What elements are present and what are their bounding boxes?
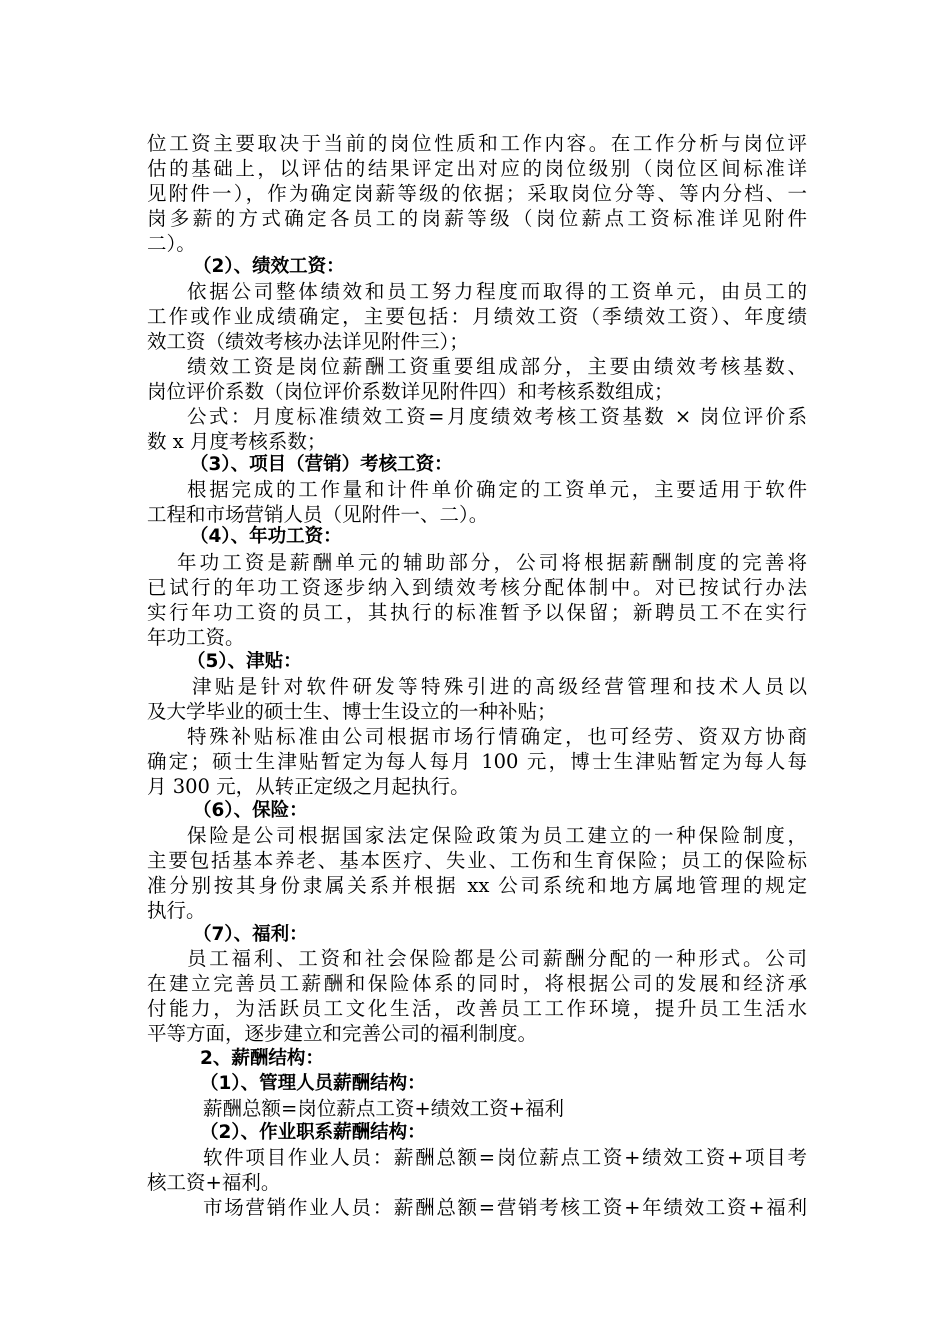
section-heading: （5）、津贴： bbox=[187, 651, 302, 672]
paragraph-line: 已试行的年功工资逐步纳入到绩效考核分配体制中。对已按试行办法 bbox=[147, 576, 807, 599]
paragraph-line: 根据完成的工作量和计件单价确定的工资单元，主要适用于软件 bbox=[187, 478, 807, 501]
paragraph-line: 软件项目作业人员：薪酬总额=岗位薪点工资+绩效工资+项目考 bbox=[203, 1146, 807, 1169]
paragraph-line: 在建立完善员工薪酬和保险体系的同时，将根据公司的发展和经济承 bbox=[147, 972, 807, 995]
section-heading: （2）、作业职系薪酬结构： bbox=[200, 1122, 426, 1143]
paragraph-line: 岗多薪的方式确定各员工的岗薪等级（岗位薪点工资标准详见附件 bbox=[147, 207, 807, 230]
paragraph-line: 及大学毕业的硕士生、博士生设立的一种补贴； bbox=[147, 700, 557, 723]
section-heading: （1）、管理人员薪酬结构： bbox=[200, 1073, 426, 1094]
paragraph-line: 平等方面，逐步建立和完善公司的福利制度。 bbox=[147, 1022, 538, 1045]
section-heading: （3）、项目（营销）考核工资： bbox=[190, 454, 453, 475]
paragraph-line: 岗位评价系数（岗位评价系数详见附件四）和考核系数组成； bbox=[147, 380, 674, 403]
paragraph-line: 特殊补贴标准由公司根据市场行情确定，也可经劳、资双方协商 bbox=[187, 725, 807, 748]
paragraph-line: 年功工资。 bbox=[147, 626, 245, 649]
paragraph-line: 公式：月度标准绩效工资=月度绩效考核工资基数 × 岗位评价系 bbox=[187, 405, 807, 428]
paragraph-line: 估的基础上，以评估的结果评定出对应的岗位级别（岗位区间标准详 bbox=[147, 157, 807, 180]
paragraph-line: 执行。 bbox=[147, 899, 206, 922]
paragraph-line: 津贴是针对软件研发等特殊引进的高级经营管理和技术人员以 bbox=[192, 675, 807, 698]
paragraph-line: 工作或作业成绩确定，主要包括：月绩效工资（季绩效工资）、年度绩 bbox=[147, 305, 807, 328]
paragraph-line: 核工资+福利。 bbox=[147, 1171, 281, 1194]
paragraph-line: 二）。 bbox=[147, 232, 196, 255]
section-heading: （6）、保险： bbox=[193, 800, 308, 821]
paragraph-line: 确定；硕士生津贴暂定为每人每月 100 元，博士生津贴暂定为每人每 bbox=[147, 750, 807, 773]
paragraph-line: 依据公司整体绩效和员工努力程度而取得的工资单元，由员工的 bbox=[187, 280, 807, 303]
paragraph-line: 主要包括基本养老、基本医疗、失业、工伤和生育保险；员工的保险标 bbox=[147, 849, 807, 872]
paragraph-line: 市场营销作业人员：薪酬总额=营销考核工资+年绩效工资+福利 bbox=[203, 1196, 807, 1219]
paragraph-line: 保险是公司根据国家法定保险政策为员工建立的一种保险制度， bbox=[187, 824, 807, 847]
paragraph-line: 准分别按其身份隶属关系并根据 xx 公司系统和地方属地管理的规定 bbox=[147, 874, 807, 897]
paragraph-line: 年功工资是薪酬单元的辅助部分，公司将根据薪酬制度的完善将 bbox=[177, 551, 807, 574]
section-heading: 2、薪酬结构： bbox=[200, 1048, 324, 1069]
paragraph-line: 实行年功工资的员工，其执行的标准暂予以保留；新聘员工不在实行 bbox=[147, 601, 807, 624]
paragraph-line: 工程和市场营销人员（见附件一、二）。 bbox=[147, 503, 489, 526]
paragraph-line: 见附件一），作为确定岗薪等级的依据；采取岗位分等、等内分档、一 bbox=[147, 182, 807, 205]
paragraph-line: 位工资主要取决于当前的岗位性质和工作内容。在工作分析与岗位评 bbox=[147, 132, 807, 155]
paragraph-line: 付能力，为活跃员工文化生活，改善员工工作环境，提升员工生活水 bbox=[147, 997, 807, 1020]
paragraph-line: 数 x 月度考核系数； bbox=[147, 430, 327, 453]
paragraph-line: 薪酬总额=岗位薪点工资+绩效工资+福利 bbox=[203, 1097, 565, 1120]
section-heading: （7）、福利： bbox=[193, 924, 308, 945]
section-heading: （4）、年功工资： bbox=[190, 526, 342, 547]
paragraph-line: 月 300 元，从转正定级之月起执行。 bbox=[147, 775, 470, 798]
paragraph-line: 员工福利、工资和社会保险都是公司薪酬分配的一种形式。公司 bbox=[187, 947, 807, 970]
section-heading: （2）、绩效工资： bbox=[193, 256, 345, 277]
paragraph-line: 效工资（绩效考核办法详见附件三）； bbox=[147, 330, 469, 353]
paragraph-line: 绩效工资是岗位薪酬工资重要组成部分，主要由绩效考核基数、 bbox=[187, 355, 807, 378]
